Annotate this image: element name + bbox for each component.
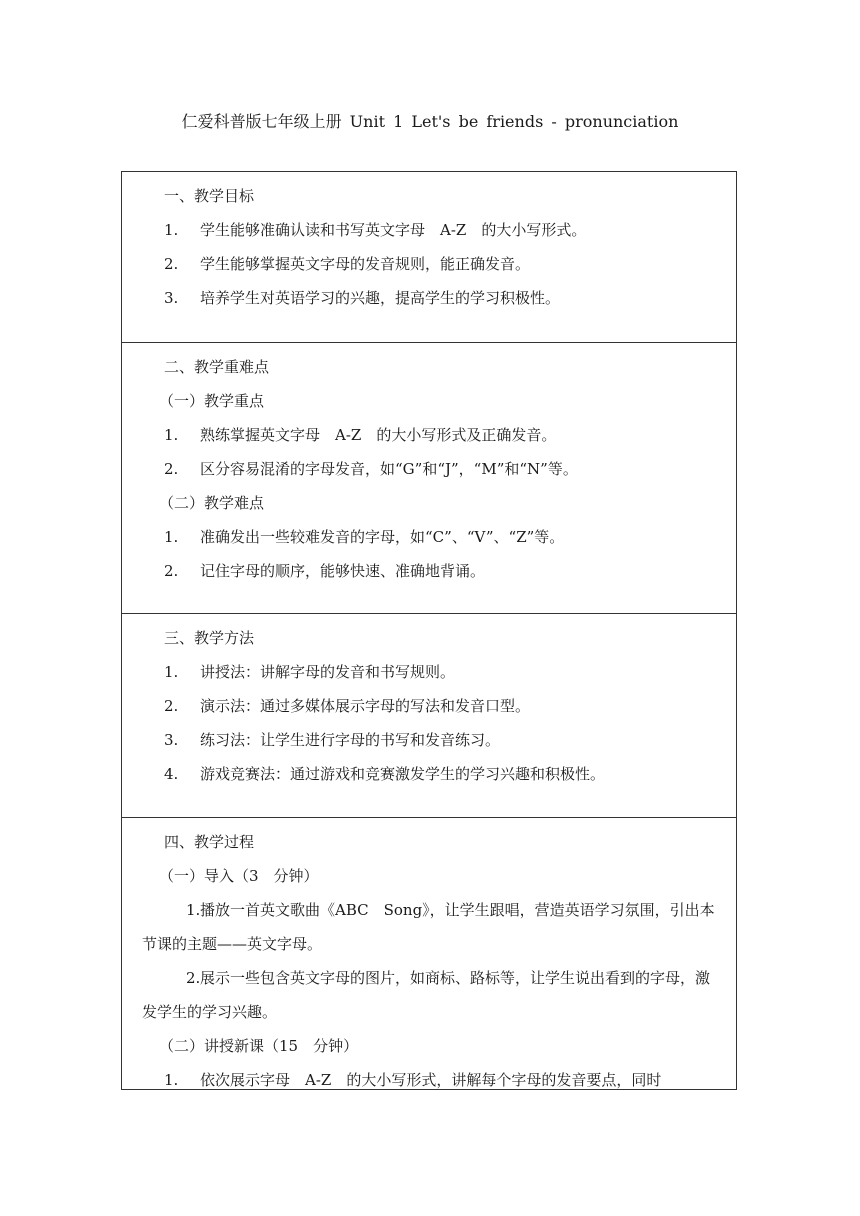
- section-teaching-methods: [122, 614, 736, 818]
- list-item: [142, 247, 716, 281]
- item-number: 1.: [164, 221, 179, 239]
- document-title: 仁爱科普版七年级上册 Unit 1 Let's be friends - pronunciation: [181, 112, 679, 131]
- subsection-heading: （一）导入（3 分钟）: [159, 867, 319, 885]
- item-text: 依次展示字母 A-Z 的大小写形式，讲解每个字母的发音要点，同时: [200, 1071, 662, 1089]
- item-text: 培养学生对英语学习的兴趣，提高学生的学习积极性。: [200, 289, 561, 307]
- list-item: [142, 554, 716, 588]
- item-text: 学生能够准确认读和书写英文字母 A-Z 的大小写形式。: [200, 221, 587, 239]
- list-item: [142, 723, 716, 757]
- item-number: 2.: [164, 255, 179, 273]
- list-item: [142, 655, 716, 689]
- list-item: [142, 452, 716, 486]
- item-text: 熟练掌握英文字母 A-Z 的大小写形式及正确发音。: [200, 426, 557, 444]
- subsection-heading: （一）教学重点: [159, 392, 265, 410]
- section-heading: 三、教学方法: [164, 629, 255, 647]
- item-number: 1.: [186, 901, 201, 919]
- list-item: [142, 961, 716, 1029]
- list-item: [142, 689, 716, 723]
- list-item: [142, 213, 716, 247]
- item-text: 播放一首英文歌曲《ABC Song》，让学生跟唱，营造英语学习氛围，引出本节课的主题——英文字母。: [142, 901, 715, 953]
- item-text: 游戏竞赛法：通过游戏和竞赛激发学生的学习兴趣和积极性。: [200, 765, 606, 783]
- item-text: 准确发出一些较难发音的字母，如“C”、“V”、“Z”等。: [200, 528, 565, 546]
- item-number: 1.: [164, 426, 179, 444]
- item-number: 3.: [164, 731, 179, 749]
- item-number: 1.: [164, 663, 179, 681]
- section-key-difficult-points: [122, 343, 736, 614]
- item-number: 2.: [164, 697, 179, 715]
- item-text: 展示一些包含英文字母的图片，如商标、路标等，让学生说出看到的字母，激发学生的学习兴趣。: [142, 969, 711, 1021]
- item-text: 学生能够掌握英文字母的发音规则，能正确发音。: [200, 255, 531, 273]
- item-text: 讲授法：讲解字母的发音和书写规则。: [200, 663, 456, 681]
- item-number: 2.: [186, 969, 201, 987]
- item-number: 1.: [164, 1071, 179, 1089]
- item-text: 练习法：让学生进行字母的书写和发音练习。: [200, 731, 501, 749]
- list-item: [142, 893, 716, 961]
- section-heading: 四、教学过程: [164, 833, 255, 851]
- section-teaching-process: [122, 818, 736, 1089]
- lesson-plan-table: [121, 171, 737, 1090]
- item-number: 3.: [164, 289, 179, 307]
- item-number: 1.: [164, 528, 179, 546]
- item-text: 区分容易混淆的字母发音，如“G”和“J”，“M”和“N”等。: [200, 460, 578, 478]
- list-item: [142, 1063, 716, 1097]
- item-text: 记住字母的顺序，能够快速、准确地背诵。: [200, 562, 486, 580]
- subsection-heading: （二）讲授新课（15 分钟）: [159, 1037, 359, 1055]
- list-item: [142, 520, 716, 554]
- section-heading: 二、教学重难点: [164, 358, 270, 376]
- list-item: [142, 281, 716, 315]
- subsection-heading: （二）教学难点: [159, 494, 265, 512]
- list-item: [142, 757, 716, 791]
- item-number: 2.: [164, 562, 179, 580]
- item-number: 4.: [164, 765, 179, 783]
- section-teaching-objectives: [122, 172, 736, 343]
- item-text: 演示法：通过多媒体展示字母的写法和发音口型。: [200, 697, 531, 715]
- section-heading: 一、教学目标: [164, 187, 255, 205]
- list-item: [142, 418, 716, 452]
- item-number: 2.: [164, 460, 179, 478]
